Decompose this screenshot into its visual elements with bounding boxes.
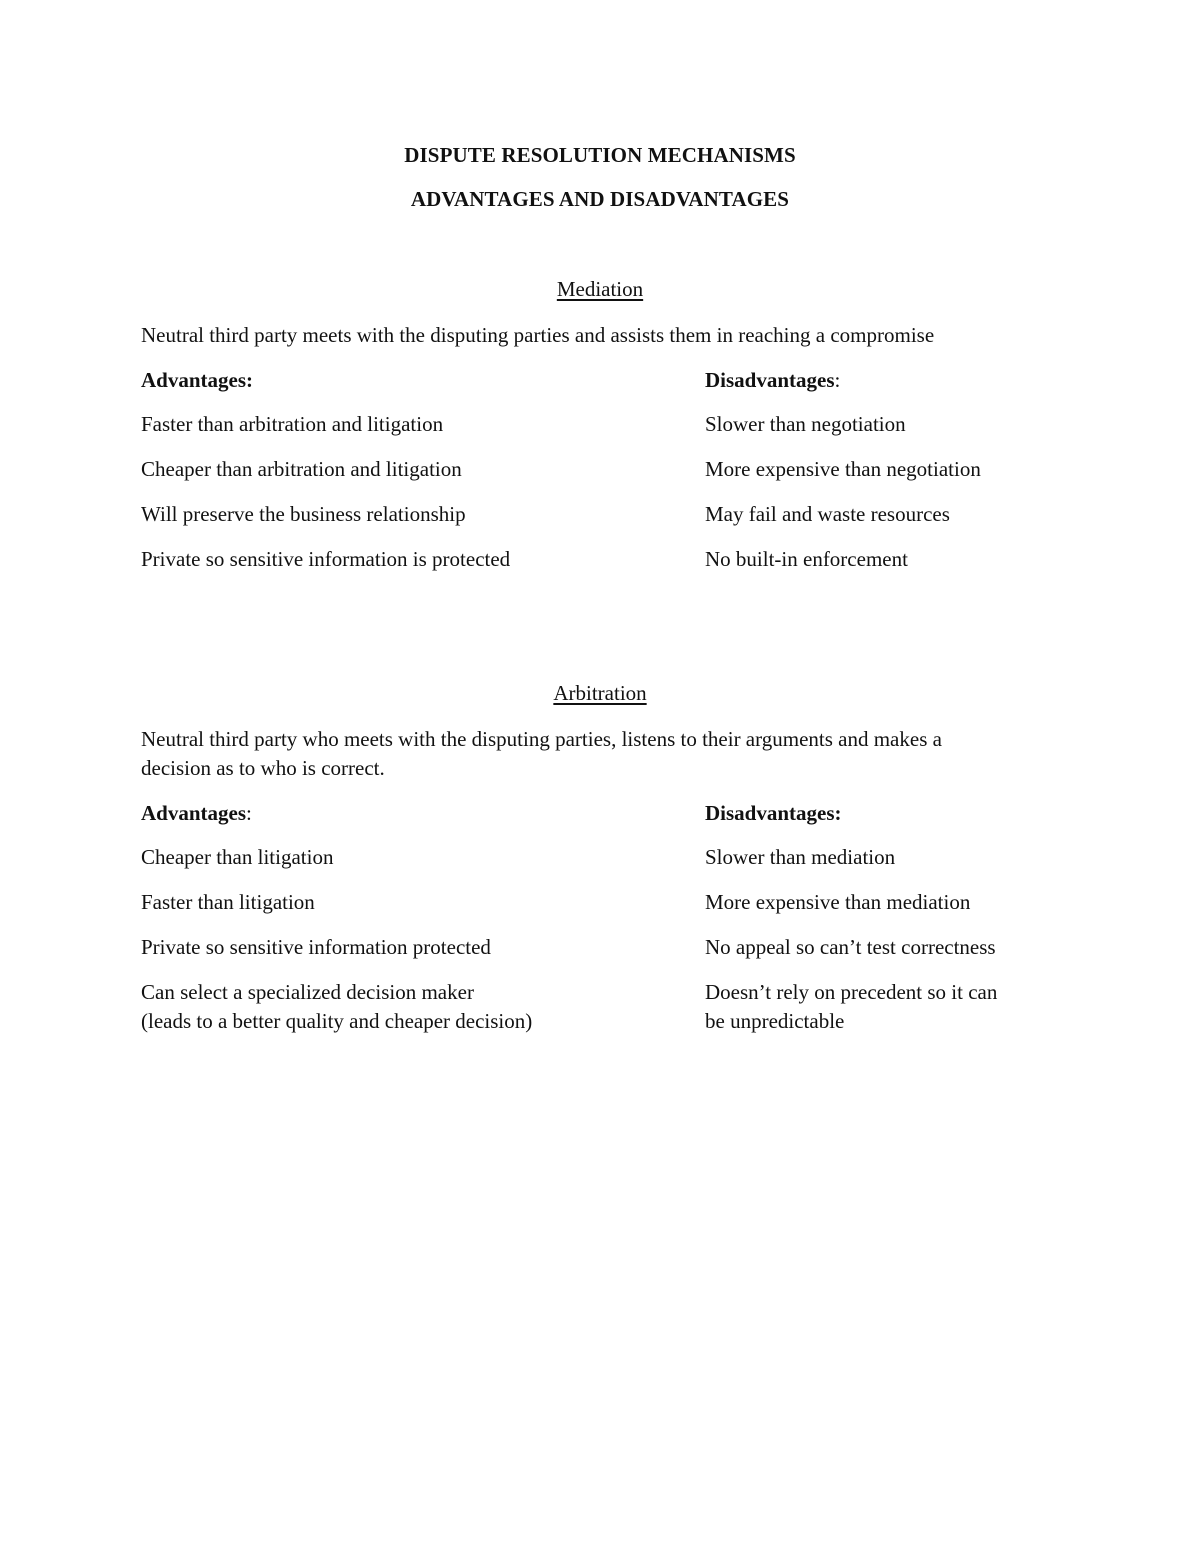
- mediation-advantage-item: Private so sensitive information is protected: [141, 547, 511, 571]
- document-subtitle: ADVANTAGES AND DISADVANTAGES: [410, 187, 790, 211]
- arbitration-heading: Arbitration: [553, 681, 647, 705]
- arbitration-advantages-label-row: [141, 799, 252, 828]
- mediation-advantages-label: Advantages:: [141, 368, 254, 392]
- mediation-disadvantage-item: May fail and waste resources: [705, 502, 950, 526]
- mediation-disadvantage-item: Slower than negotiation: [705, 412, 906, 436]
- mediation-disadvantages-label: Disadvantages: [705, 368, 835, 392]
- arbitration-description-line2: decision as to who is correct.: [141, 756, 385, 780]
- arbitration-disadvantages-label: Disadvantages:: [705, 801, 842, 825]
- arbitration-advantages-colon: :: [246, 801, 252, 825]
- arbitration-advantage-item: Faster than litigation: [141, 890, 315, 914]
- arbitration-disadvantage-item: Doesn’t rely on precedent so it can: [705, 980, 998, 1004]
- arbitration-disadvantage-item: Slower than mediation: [705, 845, 896, 869]
- mediation-advantage-item: Cheaper than arbitration and litigation: [141, 457, 462, 481]
- mediation-disadvantage-item: More expensive than negotiation: [705, 457, 981, 481]
- arbitration-advantage-item-continued: (leads to a better quality and cheaper decision): [141, 1009, 533, 1033]
- arbitration-advantage-item: Can select a specialized decision maker: [141, 980, 474, 1004]
- mediation-disadvantages-label-row: [705, 366, 840, 395]
- document-title: DISPUTE RESOLUTION MECHANISMS: [404, 143, 796, 167]
- arbitration-disadvantage-item-continued: be unpredictable: [705, 1009, 845, 1033]
- arbitration-advantage-item: Private so sensitive information protected: [141, 935, 491, 959]
- mediation-disadvantages-colon: :: [834, 368, 841, 392]
- arbitration-disadvantage-item: No appeal so can’t test correctness: [705, 935, 996, 959]
- arbitration-advantages-label: Advantages: [141, 801, 247, 825]
- arbitration-disadvantage-item: More expensive than mediation: [705, 890, 971, 914]
- mediation-description: Neutral third party meets with the disputing parties and assists them in reaching a compromise: [141, 323, 935, 347]
- arbitration-description-line1: Neutral third party who meets with the disputing parties, listens to their arguments and makes a: [141, 727, 942, 751]
- mediation-disadvantage-item: No built-in enforcement: [705, 547, 908, 571]
- mediation-heading: Mediation: [556, 277, 644, 301]
- arbitration-advantage-item: Cheaper than litigation: [141, 845, 334, 869]
- mediation-advantage-item: Will preserve the business relationship: [141, 502, 466, 526]
- mediation-advantage-item: Faster than arbitration and litigation: [141, 412, 444, 436]
